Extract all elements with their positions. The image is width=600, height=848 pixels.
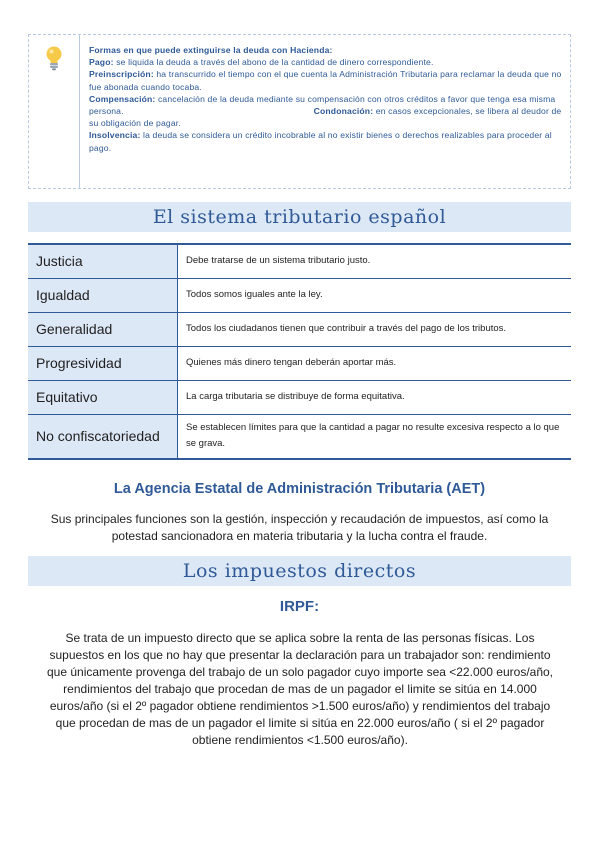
irpf-text: Se trata de un impuesto directo que se aplica sobre la renta de las personas físicas. Los supuestos en los que no hay que presentar la declaración para un trabajador son: rendimiento que únicamente provenga del trabajo de un solo pagador cuyo importe sea <22.000 euros/año, rendimientos del trabajo que procedan de mas de un pagador el limite se sitúa en 14.000 euros/año (si el 2º pagador obtiene rendimientos >1.500 euros/año) y rendimientos del trabajo que procedan de mas de un pagador el limite si sitúa en 22.000 euros/año ( si el 2º pagador obtiene rendimientos <1.500 euros/año). [46,631,554,747]
callout-heading: Formas en que puede extinguirse la deuda con Hacienda: [89,45,333,55]
section-title-impuestos-directos: Los impuestos directos [28,556,571,586]
principle-term: No confiscatoriedad [28,414,178,459]
principle-term: Igualdad [28,278,178,312]
principle-desc: Todos somos iguales ante la ley. [178,278,572,312]
table-row [28,278,571,312]
principle-term: Progresividad [28,346,178,380]
callout-item-compensacion: Compensación: cancelación de la deuda mediante su compensación con otros créditos a favor que tenga esa misma persona. Condonación: en casos excepcionales, se libera al deudor de su obligación de pagar. [89,93,562,129]
callout-icon-cell [29,35,80,188]
aet-paragraph [28,511,571,545]
aet-heading: La Agencia Estatal de Administración Tributaria (AET) [113,481,486,497]
aet-text: Sus principales funciones son la gestión, inspección y recaudación de impuestos, así como la potestad sancionadora en materia tributaria y la lucha contra el fraude. [50,512,549,543]
principle-desc: Debe tratarse de un sistema tributario justo. [178,244,572,278]
irpf-paragraph [40,630,560,749]
callout-text [89,44,565,154]
debt-extinction-callout [28,34,571,189]
principle-desc: Se establecen límites para que la cantidad a pagar no resulte excesiva respecto a lo que se grava. [186,422,560,450]
callout-item-pago: Pago: se liquida la deuda a través del abono de la cantidad de dinero correspondiente. [89,57,434,68]
callout-item-insolvencia: Insolvencia: la deuda se considera un crédito incobrable al no existir bienes o derechos realizables para proceder al pago. [89,130,552,153]
table-row [28,414,571,459]
section-title-sistema-tributario: El sistema tributario español [28,202,571,232]
principle-term: Justicia [28,244,178,278]
callout-item-condonacion: Condonación [313,106,371,117]
principles-table [28,243,571,460]
principle-desc: Quienes más dinero tengan deberán aportar más. [178,346,572,380]
lightbulb-icon [45,45,63,71]
principle-term: Equitativo [28,380,178,414]
table-row [28,244,571,278]
principle-term: Generalidad [28,312,178,346]
callout-item-preinscripcion: Preinscripción: ha transcurrido el tiempo con el que cuenta la Administración Tributaria para reclamar la deuda que no fue abonada cuando tocaba. [89,69,562,92]
table-row [28,312,571,346]
principle-desc: La carga tributaria se distribuye de forma equitativa. [178,380,572,414]
table-row [28,346,571,380]
principle-desc: Todos los ciudadanos tienen que contribuir a través del pago de los tributos. [178,312,572,346]
table-row [28,380,571,414]
irpf-heading: IRPF: [279,598,320,615]
